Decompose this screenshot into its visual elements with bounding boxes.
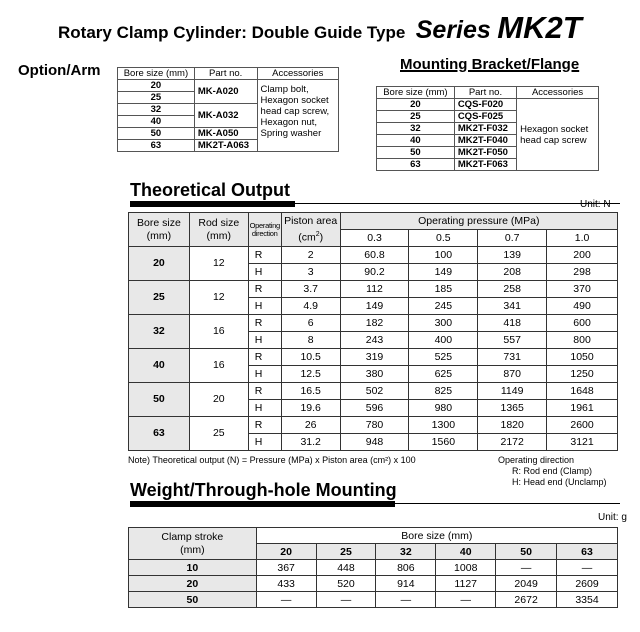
bore-cell: 63 [129,417,190,451]
operating-direction-legend [498,455,607,488]
output-value: 258 [478,281,547,298]
table-row [118,80,339,92]
accessory-line: head cap screw [520,134,587,146]
header-rod-unit: (mm) [206,229,232,242]
rod-cell: 16 [189,349,248,383]
output-value: 90.2 [340,264,409,281]
output-value: 948 [340,434,409,451]
stroke-cell: 20 [129,576,257,592]
header-bore-unit: (mm) [146,229,172,242]
output-value: 418 [478,315,547,332]
table-row [129,592,618,608]
accessory-line: Spring washer [260,128,322,139]
table-row [129,417,618,434]
part-cell: MK-A020 [194,80,257,104]
direction-cell: R [248,383,281,400]
bore-cell: 20 [129,247,190,281]
accessories-cell [517,99,599,171]
output-value: 182 [340,315,409,332]
direction-cell: R [248,417,281,434]
weight-value: 433 [256,576,316,592]
output-value: 149 [409,264,478,281]
rod-cell: 12 [189,247,248,281]
header-bore-label: Bore size [137,216,181,229]
legend-head: H: Head end (Unclamp) [512,477,607,487]
part-cell: MK2T-A063 [194,140,257,152]
weight-title: Weight/Through-hole Mounting [130,480,397,500]
part-cell: MK-A050 [194,128,257,140]
table-row [377,99,599,111]
bore-cell: 25 [129,281,190,315]
area-cell: 12.5 [281,366,340,383]
header-accessories: Accessories [517,87,599,99]
output-value: 870 [478,366,547,383]
bore-cell: 40 [377,135,455,147]
output-value: 1050 [547,349,618,366]
header-area [281,213,340,247]
area-cell: 6 [281,315,340,332]
output-value: 208 [478,264,547,281]
output-table [128,212,618,451]
header-bore-value: 20 [256,544,316,560]
output-value: 370 [547,281,618,298]
part-cell: MK2T-F040 [454,135,516,147]
rod-cell: 20 [189,383,248,417]
output-title: Theoretical Output [130,180,291,200]
output-value: 245 [409,298,478,315]
output-value: 525 [409,349,478,366]
output-value: 825 [409,383,478,400]
bore-cell: 50 [129,383,190,417]
area-cell: 31.2 [281,434,340,451]
output-value: 3121 [547,434,618,451]
area-cell: 16.5 [281,383,340,400]
output-value: 2600 [547,417,618,434]
mounting-table [376,86,599,171]
table-row [129,576,618,592]
output-note: Note) Theoretical output (N) = Pressure (MPa) x Piston area (cm²) x 100 [128,455,416,465]
header-bore [129,213,190,247]
header-area-unit: (cm [298,231,316,244]
stroke-cell: 50 [129,592,257,608]
header-bore-value: 63 [557,544,618,560]
weight-value: 914 [376,576,436,592]
header-rod-label: Rod size [198,216,240,229]
accessory-line: Hexagon socket [520,123,589,135]
title-model: MK2T [497,10,582,45]
direction-cell: R [248,315,281,332]
header-bore-value: 32 [376,544,436,560]
direction-cell: R [248,247,281,264]
table-header-row [377,87,599,99]
output-value: 1560 [409,434,478,451]
header-pressure-value: 0.3 [340,230,409,247]
output-value: 1300 [409,417,478,434]
weight-value: — [376,592,436,608]
output-value: 780 [340,417,409,434]
area-cell: 2 [281,247,340,264]
weight-value: — [436,592,496,608]
mounting-title: Mounting Bracket/Flange [400,56,580,73]
output-value: 557 [478,332,547,349]
output-value: 200 [547,247,618,264]
output-value: 149 [340,298,409,315]
output-value: 600 [547,315,618,332]
header-direction [248,213,281,247]
direction-cell: H [248,434,281,451]
table-row [129,315,618,332]
output-value: 1250 [547,366,618,383]
bore-cell: 40 [118,116,195,128]
output-value: 139 [478,247,547,264]
table-row [129,349,618,366]
weight-table-body [129,560,618,608]
direction-cell: R [248,281,281,298]
rod-cell: 16 [189,315,248,349]
direction-cell: H [248,366,281,383]
bore-cell: 63 [118,140,195,152]
legend-rod: R: Rod end (Clamp) [512,466,593,476]
area-cell: 4.9 [281,298,340,315]
bore-cell: 32 [129,315,190,349]
header-accessories: Accessories [257,68,338,80]
output-title-rule [130,201,620,207]
weight-value: 2049 [496,576,557,592]
output-value: 731 [478,349,547,366]
accessory-line: Clamp bolt, [260,84,309,95]
table-row [129,281,618,298]
title-main: Rotary Clamp Cylinder: Double Guide Type [58,23,406,42]
accessories-cell [257,80,338,152]
area-cell: 8 [281,332,340,349]
header-rod [189,213,248,247]
output-value: 490 [547,298,618,315]
part-cell: MK-A032 [194,104,257,128]
output-value: 980 [409,400,478,417]
bore-cell: 20 [118,80,195,92]
output-value: 1365 [478,400,547,417]
accessory-line: Hexagon socket [260,95,329,106]
weight-value: 520 [316,576,376,592]
header-stroke-label: Clamp stroke [161,530,224,543]
page-title [58,10,582,46]
table-header-row [118,68,339,80]
weight-value: 806 [376,560,436,576]
weight-value: 2672 [496,592,557,608]
table-row [129,560,618,576]
header-area-label: Piston area [284,214,338,227]
output-value: 300 [409,315,478,332]
bore-cell: 25 [118,92,195,104]
weight-value: 1008 [436,560,496,576]
table-row [129,383,618,400]
weight-value: 367 [256,560,316,576]
table-header-row [129,213,618,230]
weight-value: — [316,592,376,608]
output-value: 60.8 [340,247,409,264]
direction-cell: R [248,349,281,366]
rod-cell: 25 [189,417,248,451]
output-value: 319 [340,349,409,366]
output-value: 2172 [478,434,547,451]
header-part: Part no. [194,68,257,80]
bore-cell: 40 [129,349,190,383]
output-value: 298 [547,264,618,281]
output-value: 341 [478,298,547,315]
header-bore-value: 25 [316,544,376,560]
header-area-unit-wrap: $(cm^2)$ [298,230,324,244]
output-unit: Unit: N [580,199,611,210]
header-stroke-unit: (mm) [180,543,205,556]
part-cell: MK2T-F063 [454,159,516,171]
weight-value: 1127 [436,576,496,592]
area-cell: 26 [281,417,340,434]
weight-value: 2609 [557,576,618,592]
weight-value: — [557,560,618,576]
weight-value: — [496,560,557,576]
bore-cell: 32 [377,123,455,135]
direction-cell: H [248,298,281,315]
weight-title-rule [130,501,620,507]
bore-cell: 50 [377,147,455,159]
option-arm-table [117,67,339,152]
bore-cell: 20 [377,99,455,111]
table-header-row [129,528,618,544]
header-bore-value: 40 [436,544,496,560]
output-value: 596 [340,400,409,417]
weight-unit: Unit: g [598,512,627,523]
weight-table [128,527,618,608]
header-pressure-value: 0.7 [478,230,547,247]
area-cell: 3 [281,264,340,281]
area-cell: 3.7 [281,281,340,298]
header-bore: Bore size (mm) [256,528,617,544]
output-value: 502 [340,383,409,400]
bore-cell: 32 [118,104,195,116]
bore-cell: 63 [377,159,455,171]
bore-cell: 25 [377,111,455,123]
output-value: 800 [547,332,618,349]
header-stroke [129,528,257,560]
stroke-cell: 10 [129,560,257,576]
output-value: 185 [409,281,478,298]
output-table-body [129,247,618,451]
output-value: 1648 [547,383,618,400]
part-cell: MK2T-F050 [454,147,516,159]
output-value: 400 [409,332,478,349]
table-row [129,247,618,264]
weight-value: 3354 [557,592,618,608]
output-value: 625 [409,366,478,383]
header-pressure-value: 0.5 [409,230,478,247]
part-cell: MK2T-F032 [454,123,516,135]
header-bore: Bore size (mm) [118,68,195,80]
direction-cell: H [248,400,281,417]
output-value: 100 [409,247,478,264]
accessory-line: Hexagon nut, [260,117,318,128]
output-value: 112 [340,281,409,298]
header-direction-line2: direction [251,228,278,238]
area-cell: 19.6 [281,400,340,417]
header-pressure: Operating pressure (MPa) [340,213,617,230]
header-bore-value: 50 [496,544,557,560]
rod-cell: 12 [189,281,248,315]
output-value: 243 [340,332,409,349]
weight-value: — [256,592,316,608]
output-value: 1820 [478,417,547,434]
bore-cell: 50 [118,128,195,140]
header-part: Part no. [454,87,516,99]
weight-value: 448 [316,560,376,576]
output-value: 1149 [478,383,547,400]
part-cell: CQS-F025 [454,111,516,123]
option-arm-label: Option/Arm [18,62,101,79]
output-value: 1961 [547,400,618,417]
header-bore: Bore size (mm) [377,87,455,99]
area-cell: 10.5 [281,349,340,366]
part-cell: CQS-F020 [454,99,516,111]
accessory-line: head cap screw, [260,106,330,117]
direction-cell: H [248,264,281,281]
legend-title: Operating direction [498,455,575,465]
title-series: Series [415,16,491,44]
output-value: 380 [340,366,409,383]
header-direction-line1: Operating [249,220,280,230]
header-pressure-value: 1.0 [547,230,618,247]
direction-cell: H [248,332,281,349]
